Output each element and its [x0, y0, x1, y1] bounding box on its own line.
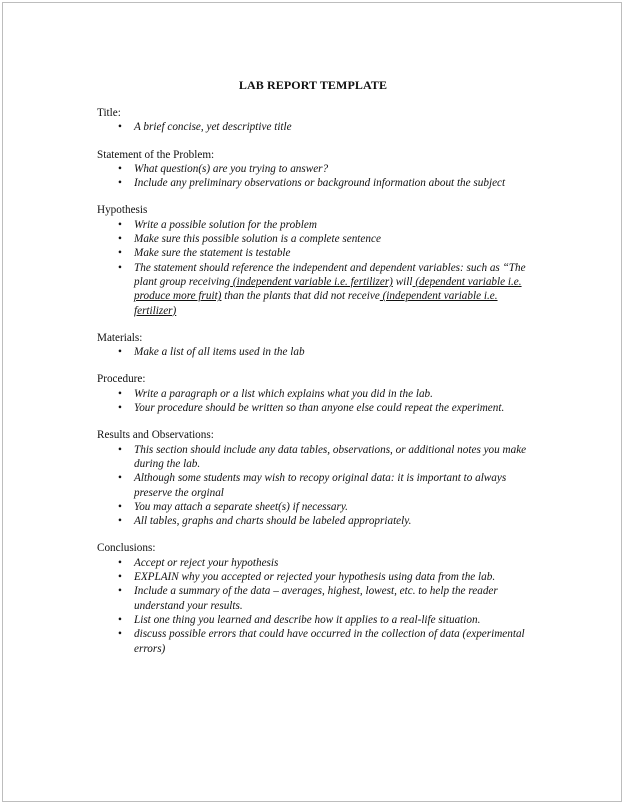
bullet-list: [97, 443, 537, 529]
list-item: [97, 162, 537, 176]
bullet-icon: •: [118, 585, 122, 598]
list-item: [97, 401, 537, 415]
section-hypothesis: [97, 203, 537, 317]
list-item-text: List one thing you learned and describe how it applies to a real-life situation.: [134, 613, 481, 626]
list-item: [97, 556, 537, 570]
list-item: [97, 443, 537, 472]
list-item: [97, 261, 537, 318]
document-body: [97, 106, 537, 669]
bullet-icon: •: [118, 628, 122, 641]
list-item: [97, 570, 537, 584]
list-item: [97, 218, 537, 232]
bullet-icon: •: [118, 218, 122, 231]
bullet-icon: •: [118, 613, 122, 626]
list-item-text: Write a possible solution for the problem: [134, 218, 317, 231]
list-item-text: Include a summary of the data – averages, highest, lowest, etc. to help the reader understand your results.: [134, 585, 498, 612]
bullet-icon: •: [118, 556, 122, 569]
list-item: [97, 176, 537, 190]
list-item: [97, 246, 537, 260]
list-item-text: Include any preliminary observations or background information about the subject: [134, 177, 506, 190]
bullet-icon: •: [118, 571, 122, 584]
section-heading: Statement of the Problem:: [97, 148, 215, 161]
list-item-text: Although some students may wish to recopy original data: it is important to always preserve the orginal: [134, 472, 507, 499]
section-heading: Results and Observations:: [97, 429, 214, 442]
statement-text: The statement should reference the independent and dependent variables: such as “The plant group receiving: [134, 261, 526, 288]
bullet-icon: •: [118, 515, 122, 528]
section-statement-of-problem: [97, 148, 537, 191]
bullet-icon: •: [118, 472, 122, 485]
section-heading: Hypothesis: [97, 204, 148, 217]
statement-text: will: [392, 275, 413, 288]
list-item-text: Make sure this possible solution is a complete sentence: [134, 233, 381, 246]
section-heading: Title:: [97, 107, 121, 119]
list-item: [97, 345, 537, 359]
bullet-list: [97, 556, 537, 656]
section-procedure: [97, 372, 537, 415]
bullet-icon: •: [118, 443, 122, 456]
bullet-list: [97, 387, 537, 416]
list-item-text: EXPLAIN why you accepted or rejected your hypothesis using data from the lab.: [134, 571, 496, 584]
list-item-text: This section should include any data tables, observations, or additional notes you make during the lab.: [134, 443, 527, 470]
bullet-icon: •: [118, 346, 122, 359]
bullet-icon: •: [118, 247, 122, 260]
bullet-list: [97, 345, 537, 359]
underlined-variable: (dependent variable i.e. produce more fruit): [134, 275, 522, 303]
bullet-icon: •: [118, 177, 122, 190]
list-item: [97, 627, 537, 656]
list-item-text: Your procedure should be written so than anyone else could repeat the experiment.: [134, 402, 505, 415]
list-item: [97, 387, 537, 401]
list-item: [97, 120, 537, 134]
underlined-variable: (independent variable i.e. fertilizer): [134, 290, 498, 317]
list-item-text: Accept or reject your hypothesis: [134, 556, 279, 569]
bullet-list: [97, 218, 537, 318]
list-item-text: You may attach a separate sheet(s) if necessary.: [134, 500, 348, 513]
list-item: [97, 514, 537, 528]
section-heading: Conclusions:: [97, 542, 156, 555]
list-item: [97, 471, 537, 500]
section-heading: Materials:: [97, 331, 143, 344]
bullet-icon: •: [118, 500, 122, 513]
list-item-text: All tables, graphs and charts should be labeled appropriately.: [134, 515, 412, 528]
list-item-text: Make a list of all items used in the lab: [134, 346, 305, 359]
bullet-list: [97, 162, 537, 191]
bullet-icon: •: [118, 261, 122, 274]
document-page: [2, 2, 622, 802]
list-item-text: A brief concise, yet descriptive title: [134, 121, 292, 134]
section-heading: Procedure:: [97, 373, 146, 386]
list-item-text: discuss possible errors that could have occurred in the collection of data (experimental errors): [134, 628, 525, 655]
list-item-text: Write a paragraph or a list which explains what you did in the lab.: [134, 387, 433, 400]
section-materials: [97, 331, 537, 360]
section-results-observations: [97, 428, 537, 528]
bullet-icon: •: [118, 402, 122, 415]
underlined-variable: (independent variable i.e. fertilizer): [230, 275, 393, 288]
bullet-icon: •: [118, 121, 122, 134]
bullet-icon: •: [118, 162, 122, 175]
list-item: [97, 500, 537, 514]
section-conclusions: [97, 541, 537, 655]
list-item: [97, 232, 537, 246]
section-title: [97, 106, 537, 135]
list-item-text: What question(s) are you trying to answer?: [134, 162, 329, 175]
list-item-text: Make sure the statement is testable: [134, 247, 291, 260]
list-item: [97, 613, 537, 627]
bullet-icon: •: [118, 387, 122, 400]
statement-text: than the plants that did not receive: [221, 290, 380, 303]
bullet-list: [97, 120, 537, 134]
bullet-icon: •: [118, 233, 122, 246]
list-item: [97, 584, 537, 613]
document-title: LAB REPORT TEMPLATE: [238, 78, 388, 92]
